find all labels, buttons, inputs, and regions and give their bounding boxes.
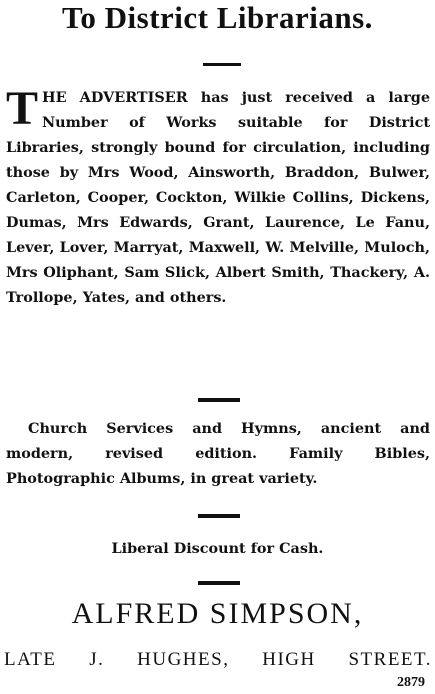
drop-cap: T [6, 82, 39, 135]
ad-number: 2879 [397, 675, 425, 690]
advert-heading: To District Librarians. [62, 0, 373, 35]
libraries-notice [6, 82, 430, 310]
merchant-name: ALFRED SIMPSON, [71, 597, 364, 630]
heading-rule [203, 63, 241, 66]
merchant-address: LATE J. HUGHES, HIGH STREET. [4, 649, 432, 670]
section-rule-1 [198, 398, 240, 402]
notice-text: HE ADVERTISER has just received a large Number of Works suitable for District Libraries, strongly bound for circulation, including those by Mrs Wood, Ainsworth, Braddon, Bulwer, Carleton, Cooper, Cockton, Wilkie Collins, Dickens, Dumas, Mrs Edwards, Grant, Laurence, Le Fanu, Lever, Lover, Marryat, Maxwell, W. Melville, Muloch, Mrs Oliphant, Sam Slick, Albert Smith, Thackery, A. Trollope, Yates, and others. [6, 89, 430, 306]
church-services-notice: Church Services and Hymns, ancient and modern, revised edition. Family Bibles, Photographic Albums, in great variety. [6, 420, 430, 487]
section-rule-3 [198, 581, 240, 585]
section-rule-2 [198, 514, 240, 518]
discount-line: Liberal Discount for Cash. [111, 540, 324, 557]
